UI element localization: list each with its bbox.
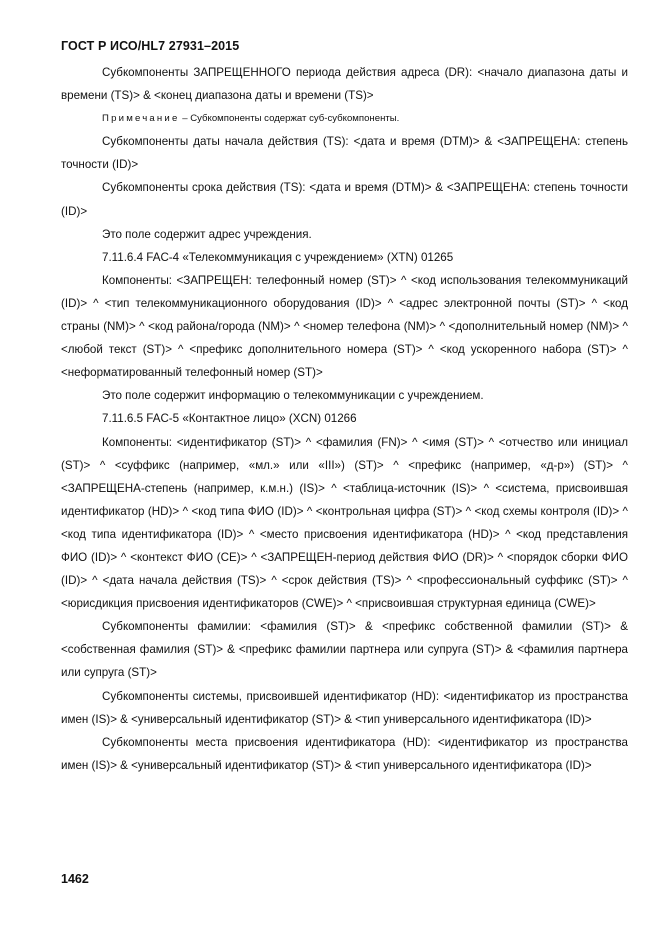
note-label: Примечание	[102, 113, 180, 125]
page-number: 1462	[61, 872, 89, 886]
section-heading-fac-4: 7.11.6.4 FAC-4 «Телекоммуникация с учреждением» (XTN) 01265	[102, 250, 454, 264]
paragraph-telecom-info: Это поле содержит информацию о телекоммуникации с учреждением.	[102, 389, 484, 403]
paragraph-assigning-facility-subcomponents: Субкомпоненты места присвоения идентификатора (HD): <идентификатор из пространства имен (IS)> & <универсальный идентификатор (ST)> & <тип универсального идентификатора (ID)>	[61, 735, 628, 772]
note-text: – Субкомпоненты содержат суб-субкомпоненты.	[179, 113, 400, 125]
paragraph-xcn-components: Компоненты: <идентификатор (ST)> ^ <фамилия (FN)> ^ <имя (ST)> ^ <отчество или инициал (ST)> ^ <суффикс (например, «мл.» или «III») (ST)> ^ <префикс (например, «д-р») (ST)> ^ <ЗАПРЕЩЕНА-степень (например, к.м.н.) (IS)> ^ <таблица-источник (IS)> ^ <система, присвоившая идентификатор (HD)> ^ <код типа ФИО (ID)> ^ <контрольная цифра (ST)> ^ <код схемы контроля (ID)> ^ <код типа идентификатора (ID)> ^ <место присвоения идентификатора (HD)> ^ <код представления ФИО (ID)> ^ <контекст ФИО (CE)> ^ <ЗАПРЕЩЕН-период действия ФИО (DR)> ^ <порядок сборки ФИО (ID)> ^ <дата начала действия (TS)> ^ <срок действия (TS)> ^ <профессиональный суффикс (ST)> ^ <юрисдикция присвоения идентификаторов (CWE)> ^ <присвоившая структурная единица (CWE)>	[61, 435, 628, 611]
document-body	[61, 61, 628, 777]
paragraph-dr-subcomponents: Субкомпоненты ЗАПРЕЩЕННОГО периода действия адреса (DR): <начало диапазона даты и времени (TS)> & <конец диапазона даты и времени (TS)>	[61, 66, 628, 103]
paragraph-xtn-components: Компоненты: <ЗАПРЕЩЕН: телефонный номер (ST)> ^ <код использования телекоммуникаций (ID)> ^ <тип телекоммуникационного оборудования (ID)> ^ <адрес электронной почты (ST)> ^ <код страны (NM)> ^ <код района/города (NM)> ^ <номер телефона (NM)> ^ <дополнительный номер (NM)> ^ <любой текст (ST)> ^ <префикс дополнительного номера (ST)> ^ <код ускоренного набора (ST)> ^ <неформатированный телефонный номер (ST)>	[61, 273, 628, 380]
section-heading-fac-5: 7.11.6.5 FAC-5 «Контактное лицо» (XCN) 01266	[102, 412, 357, 426]
paragraph-start-date-subcomponents: Субкомпоненты даты начала действия (TS): <дата и время (DTM)> & <ЗАПРЕЩЕНА: степень точности (ID)>	[61, 135, 628, 172]
paragraph-assigning-system-subcomponents: Субкомпоненты системы, присвоившей идентификатор (HD): <идентификатор из пространства имен (IS)> & <универсальный идентификатор (ST)> & <тип универсального идентификатора (ID)>	[61, 689, 628, 726]
paragraph-expiry-subcomponents: Субкомпоненты срока действия (TS): <дата и время (DTM)> & <ЗАПРЕЩЕНА: степень точности (ID)>	[61, 181, 628, 218]
paragraph-facility-address-info: Это поле содержит адрес учреждения.	[102, 227, 312, 241]
note-paragraph	[61, 107, 628, 130]
standard-code-header: ГОСТ Р ИСО/HL7 27931–2015	[61, 39, 240, 53]
paragraph-family-name-subcomponents: Субкомпоненты фамилии: <фамилия (ST)> & <префикс собственной фамилии (ST)> & <собственная фамилия (ST)> & <префикс фамилии партнера или супруга (ST)> & <фамилия партнера или супруга (ST)>	[61, 620, 628, 680]
